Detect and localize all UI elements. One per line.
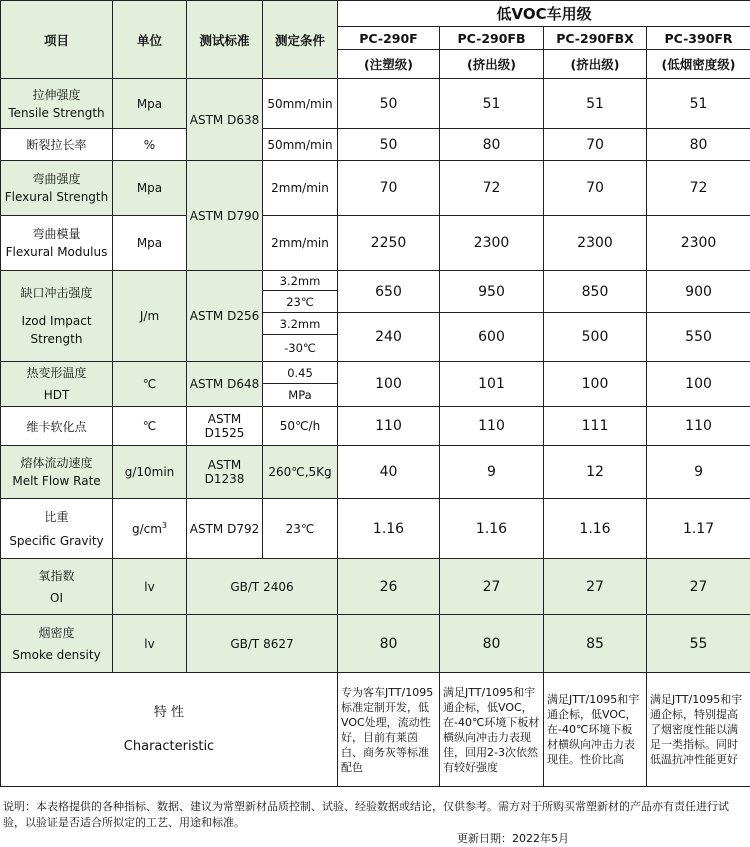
condition-cell: 0.45 [263, 362, 338, 384]
value-cell: 51 [440, 79, 544, 129]
value-cell: 101 [440, 362, 544, 407]
property-en: Flexural Strength [1, 188, 112, 206]
value-cell: 26 [338, 559, 440, 615]
characteristic-label [1, 673, 338, 787]
value-cell: 850 [544, 271, 647, 313]
value-cell: 72 [440, 161, 544, 216]
condition-cell: MPa [263, 384, 338, 407]
condition-cell: 50℃/h [263, 407, 338, 446]
header-unit: 单位 [113, 1, 187, 79]
value-cell: 27 [440, 559, 544, 615]
condition-cell: 2mm/min [263, 161, 338, 216]
value-cell: 550 [647, 313, 750, 362]
standard-cell: GB/T 8627 [187, 615, 338, 673]
standard-cell: ASTM D792 [187, 499, 263, 559]
value-cell: 650 [338, 271, 440, 313]
value-cell: 110 [647, 407, 750, 446]
condition-cell: 23℃ [263, 291, 338, 313]
condition-cell: 3.2mm [263, 271, 338, 291]
property-izod [1, 271, 113, 362]
value-cell: 70 [544, 129, 647, 161]
header-standard: 测试标准 [187, 1, 263, 79]
value-cell: 51 [544, 79, 647, 129]
value-cell: 600 [440, 313, 544, 362]
unit-cell: Mpa [113, 79, 187, 129]
disclaimer-text: 说明：本表格提供的各种指标、数据、建议为常塑新材品质控制、试验、经验数据或结论，仅供参考。需方对于所购买常塑新材的产品亦有责任进行试验，以验证是否适合所拟定的工艺、用途和标准。 [3, 800, 729, 829]
value-cell: 240 [338, 313, 440, 362]
property-cn: 弯曲模量 [1, 225, 112, 243]
condition-cell: 50mm/min [263, 79, 338, 129]
condition-cell: 260℃,5Kg [263, 446, 338, 499]
property-en: Melt Flow Rate [1, 472, 112, 490]
grade-name: PC-290FBX [544, 27, 647, 50]
value-cell: 1.16 [544, 499, 647, 559]
standard-cell: ASTM D638 [187, 79, 263, 161]
property-elongation: 断裂拉长率 [1, 129, 113, 161]
value-cell: 80 [440, 615, 544, 673]
value-cell: 100 [338, 362, 440, 407]
property-tensile [1, 79, 113, 129]
standard-cell: ASTM D1238 [187, 446, 263, 499]
characteristic-desc: 满足JTT/1095和宇通企标，低VOC，在-40℃环境下板材横纵向冲击力表现佳。性价比高 [544, 673, 647, 787]
property-vicat: 维卡软化点 [1, 407, 113, 446]
characteristic-desc: 满足JTT/1095和宇通企标，特别提高了烟密度性能以满足一类指标。同时低温抗冲性能更好 [647, 673, 750, 787]
value-cell: 80 [647, 129, 750, 161]
value-cell: 1.16 [440, 499, 544, 559]
property-en: Izod Impact Strength [1, 312, 112, 348]
unit-superscript: 3 [162, 521, 167, 530]
value-cell: 2300 [544, 216, 647, 271]
value-cell: 1.17 [647, 499, 750, 559]
standard-cell: ASTM D1525 [187, 407, 263, 446]
property-cn: 氧指数 [1, 567, 112, 585]
value-cell: 27 [647, 559, 750, 615]
characteristic-cn: 特 性 [1, 702, 337, 724]
property-en: Tensile Strength [1, 104, 112, 122]
value-cell: 55 [647, 615, 750, 673]
property-cn: 比重 [1, 508, 112, 526]
property-cn: 烟密度 [1, 624, 112, 642]
unit-cell: Mpa [113, 161, 187, 216]
characteristic-desc: 专为客车JTT/1095标准定制开发，低VOC处理，流动性好，目前有莱茵白、商务灰等标准配色 [338, 673, 440, 787]
unit-base: g/cm [132, 522, 162, 536]
unit-cell: ℃ [113, 362, 187, 407]
unit-cell [113, 499, 187, 559]
value-cell: 110 [440, 407, 544, 446]
value-cell: 2250 [338, 216, 440, 271]
value-cell: 50 [338, 129, 440, 161]
header-item: 项目 [1, 1, 113, 79]
value-cell: 70 [338, 161, 440, 216]
standard-cell: ASTM D648 [187, 362, 263, 407]
value-cell: 2300 [440, 216, 544, 271]
unit-cell: lv [113, 559, 187, 615]
condition-cell: 50mm/min [263, 129, 338, 161]
value-cell: 51 [647, 79, 750, 129]
standard-cell: GB/T 2406 [187, 559, 338, 615]
property-modulus [1, 216, 113, 271]
property-en: Smoke density [1, 646, 112, 664]
grade-sub: (低烟密度级) [647, 50, 750, 79]
condition-cell: -30℃ [263, 335, 338, 362]
property-en: Specific Gravity [1, 532, 112, 550]
value-cell: 80 [338, 615, 440, 673]
property-cn: 熔体流动速度 [1, 454, 112, 472]
property-cn: 弯曲强度 [1, 170, 112, 188]
value-cell: 111 [544, 407, 647, 446]
unit-cell: lv [113, 615, 187, 673]
standard-cell: ASTM D790 [187, 161, 263, 271]
property-en: OI [1, 589, 112, 607]
property-en: HDT [1, 386, 112, 404]
grade-name: PC-290FB [440, 27, 544, 50]
footer-note [0, 796, 750, 837]
condition-cell: 23℃ [263, 499, 338, 559]
value-cell: 1.16 [338, 499, 440, 559]
value-cell: 50 [338, 79, 440, 129]
unit-cell: g/10min [113, 446, 187, 499]
grade-name: PC-290F [338, 27, 440, 50]
characteristic-en: Characteristic [1, 736, 337, 758]
property-cn: 热变形温度 [1, 364, 112, 382]
unit-cell: Mpa [113, 216, 187, 271]
update-date: 更新日期：2022年5月 [3, 831, 747, 847]
value-cell: 40 [338, 446, 440, 499]
property-cn: 缺口冲击强度 [1, 284, 112, 302]
property-hdt [1, 362, 113, 407]
value-cell: 2300 [647, 216, 750, 271]
property-mfr [1, 446, 113, 499]
value-cell: 950 [440, 271, 544, 313]
value-cell: 100 [647, 362, 750, 407]
property-en: Flexural Modulus [1, 243, 112, 261]
value-cell: 80 [440, 129, 544, 161]
grade-name: PC-390FR [647, 27, 750, 50]
value-cell: 70 [544, 161, 647, 216]
value-cell: 500 [544, 313, 647, 362]
grade-sub: (挤出级) [544, 50, 647, 79]
grade-sub: (注塑级) [338, 50, 440, 79]
value-cell: 72 [647, 161, 750, 216]
grade-sub: (挤出级) [440, 50, 544, 79]
property-flexural [1, 161, 113, 216]
value-cell: 9 [647, 446, 750, 499]
property-sg [1, 499, 113, 559]
value-cell: 9 [440, 446, 544, 499]
value-cell: 110 [338, 407, 440, 446]
value-cell: 27 [544, 559, 647, 615]
unit-cell: % [113, 129, 187, 161]
property-cn: 拉伸强度 [1, 86, 112, 104]
condition-cell: 3.2mm [263, 313, 338, 335]
property-oi [1, 559, 113, 615]
property-smoke [1, 615, 113, 673]
value-cell: 12 [544, 446, 647, 499]
group-title: 低VOC车用级 [338, 1, 750, 27]
condition-cell: 2mm/min [263, 216, 338, 271]
value-cell: 100 [544, 362, 647, 407]
value-cell: 85 [544, 615, 647, 673]
standard-cell: ASTM D256 [187, 271, 263, 362]
header-condition: 测定条件 [263, 1, 338, 79]
unit-cell: J/m [113, 271, 187, 362]
value-cell: 900 [647, 271, 750, 313]
unit-cell: ℃ [113, 407, 187, 446]
characteristic-desc: 满足JTT/1095和宇通企标，低VOC，在-40℃环境下板材横纵向冲击力表现佳，回用2-3次依然有较好强度 [440, 673, 544, 787]
